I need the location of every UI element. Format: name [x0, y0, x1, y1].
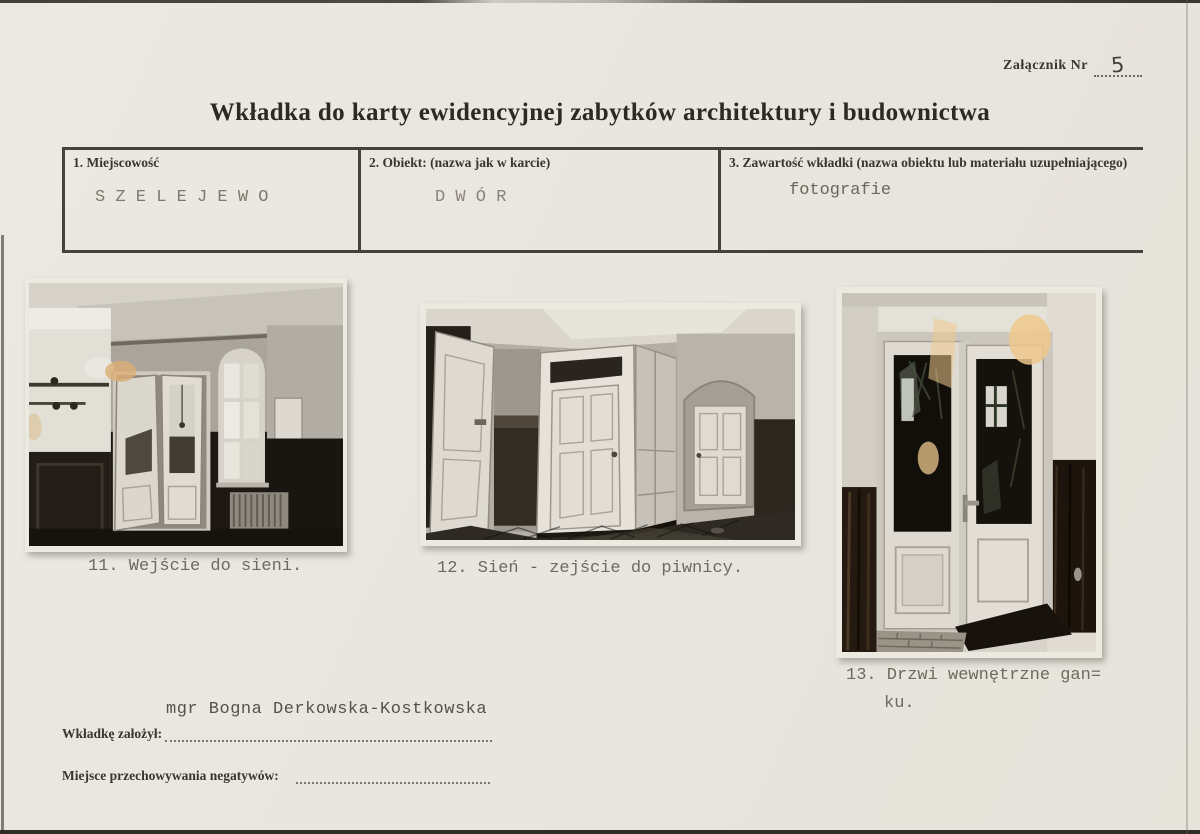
scan-edge-top [0, 0, 1200, 3]
founder-dotted-line [165, 740, 492, 742]
cell-value-miejscowosc: S Z E L E J E W O [95, 188, 269, 207]
photo-caption-13-line2: ku. [884, 694, 915, 713]
scan-edge-left [1, 235, 4, 834]
photo-caption-13-line1: 13. Drzwi wewnętrzne gan= [846, 666, 1102, 685]
photo-entrance-hall [25, 278, 347, 552]
photo-porch-doors [836, 287, 1102, 658]
cell-label-obiekt: 2. Obiekt: (nazwa jak w karcie) [369, 155, 551, 170]
photo-caption-13 [846, 662, 1146, 718]
info-table [62, 147, 1143, 253]
negatives-dotted-line [296, 782, 490, 784]
attachment-number-label: Załącznik Nr [1003, 58, 1088, 73]
author-name: mgr Bogna Derkowska-Kostkowska [166, 700, 488, 719]
cell-label-zawartosc: 3. Zawartość wkładki (nazwa obiektu lub materiału uzupełniającego) [729, 155, 1128, 170]
photo-caption-12: 12. Sień - zejście do piwnicy. [437, 559, 744, 578]
photo-image-hallway-cellar [426, 309, 795, 540]
scan-edge-bottom [0, 830, 1200, 834]
photo-caption-11: 11. Wejście do sieni. [88, 557, 303, 576]
photo-image-entrance-hall [29, 283, 343, 546]
negatives-label: Miejsce przechowywania negatywów: [62, 768, 279, 783]
table-cell-obiekt [358, 150, 718, 250]
cell-value-zawartosc: fotografie [789, 181, 892, 200]
cell-label-miejscowosc: 1. Miejscowość [73, 155, 160, 170]
founder-label: Wkładkę założył: [62, 726, 163, 741]
attachment-number-block [1003, 52, 1142, 78]
table-cell-zawartosc [718, 150, 1143, 250]
photo-hallway-cellar [420, 303, 801, 546]
photo-image-porch-doors [842, 293, 1096, 652]
attachment-number-value: 5 [1110, 52, 1126, 78]
page-title: Wkładka do karty ewidencyjnej zabytków architektury i budownictwa [209, 99, 991, 126]
cell-value-obiekt: D W Ó R [435, 188, 507, 207]
table-cell-miejscowosc [65, 150, 358, 250]
